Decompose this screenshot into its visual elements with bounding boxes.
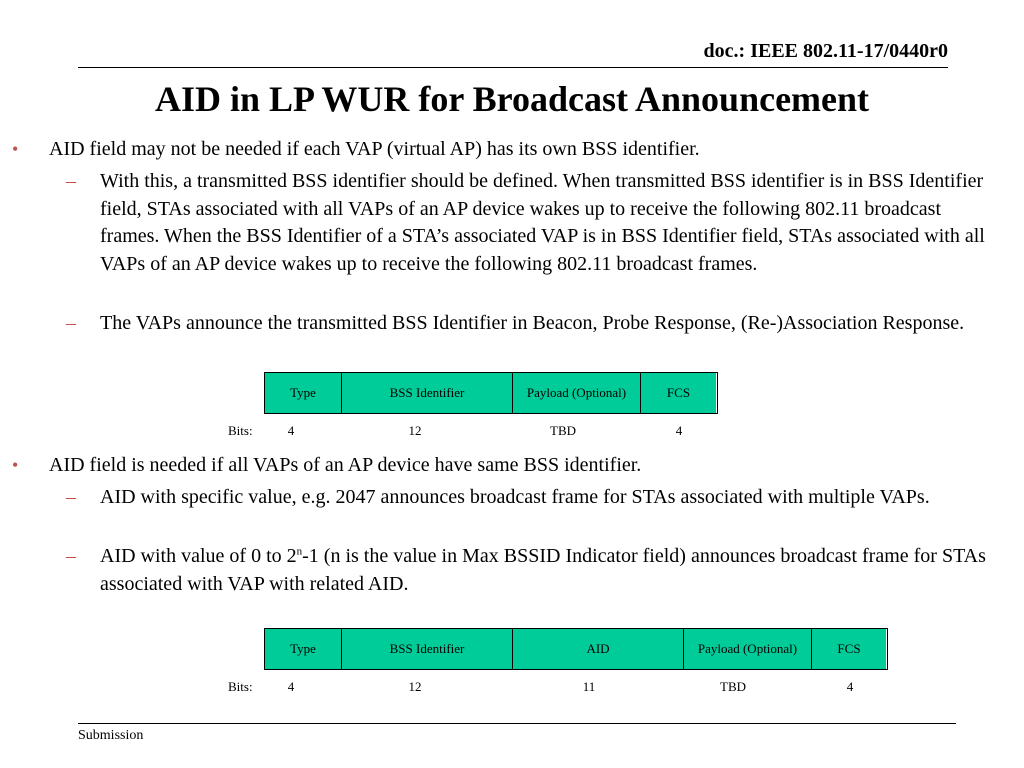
bullet-text: AID field is needed if all VAPs of an AP device have same BSS identifier. xyxy=(49,454,642,476)
bullet-same-bss-identifier xyxy=(12,452,642,478)
bits-value: 11 xyxy=(582,679,596,694)
field-type: Type xyxy=(265,629,342,669)
header-rule xyxy=(78,67,948,68)
field-fcs: FCS xyxy=(641,373,716,413)
bits-value: 4 xyxy=(287,423,295,438)
sub-bullet-text-pre: AID with value of 0 to 2 xyxy=(100,545,297,567)
footer-submission: Submission xyxy=(78,728,144,743)
sub-bullet-text: AID with specific value, e.g. 2047 announces broadcast frame for STAs associated with multiple VAPs. xyxy=(100,486,930,508)
dash-mark: – xyxy=(66,170,76,192)
bits-value: 4 xyxy=(287,679,295,694)
field-type: Type xyxy=(265,373,342,413)
dash-mark: – xyxy=(66,486,76,508)
sub-bullet-text: The VAPs announce the transmitted BSS Identifier in Beacon, Probe Response, (Re-)Association Response. xyxy=(100,312,965,334)
bullet-mark: • xyxy=(12,139,19,159)
frame-format-1 xyxy=(264,372,718,414)
bullet-text: AID field may not be needed if each VAP (virtual AP) has its own BSS identifier. xyxy=(49,138,700,160)
sub-bullet-text xyxy=(100,545,986,595)
sub-bullet-transmitted-bss-identifier xyxy=(66,168,1005,278)
superscript-n: n xyxy=(296,545,303,558)
dash-mark: – xyxy=(66,312,76,334)
bits-value: 4 xyxy=(846,679,854,694)
sub-bullet-text-post: -1 (n is the value in Max BSSID Indicator field) announces broadcast frame for STAs associated with VAP with related AID. xyxy=(100,545,986,595)
field-fcs: FCS xyxy=(812,629,886,669)
bits-row-2 xyxy=(0,679,1024,697)
slide-title: AID in LP WUR for Broadcast Announcement xyxy=(154,79,870,119)
field-aid: AID xyxy=(513,629,684,669)
field-bss-identifier: BSS Identifier xyxy=(342,629,513,669)
bits-value: TBD xyxy=(720,679,746,694)
sub-bullet-aid-range xyxy=(66,543,1005,598)
dash-mark: – xyxy=(66,545,76,567)
bits-label: Bits: xyxy=(228,423,253,438)
bits-value: 12 xyxy=(408,679,422,694)
bullet-vap-bss-identifier xyxy=(12,136,700,162)
field-payload: Payload (Optional) xyxy=(684,629,812,669)
bullet-mark: • xyxy=(12,455,19,475)
document-id: doc.: IEEE 802.11-17/0440r0 xyxy=(703,40,948,62)
frame-format-2 xyxy=(264,628,888,670)
sub-bullet-vap-announce xyxy=(66,310,1005,338)
footer-rule xyxy=(78,723,956,724)
sub-bullet-text: With this, a transmitted BSS identifier should be defined. When transmitted BSS identifier is in BSS Identifier field, STAs associated with all VAPs of an AP device wakes up to receive the following 802.11 broadcast frames. When the BSS Identifier of a STA’s associated VAP is in BSS Identifier field, STAs associated with all VAPs of an AP device wakes up to receive the following 802.11 broadcast frames. xyxy=(100,170,985,275)
bits-value: 4 xyxy=(675,423,683,438)
field-payload: Payload (Optional) xyxy=(513,373,641,413)
bits-value: 12 xyxy=(408,423,422,438)
bits-value: TBD xyxy=(550,423,576,438)
bits-label: Bits: xyxy=(228,679,253,694)
field-bss-identifier: BSS Identifier xyxy=(342,373,513,413)
sub-bullet-aid-2047 xyxy=(66,484,1005,512)
bits-row-1 xyxy=(0,423,1024,441)
